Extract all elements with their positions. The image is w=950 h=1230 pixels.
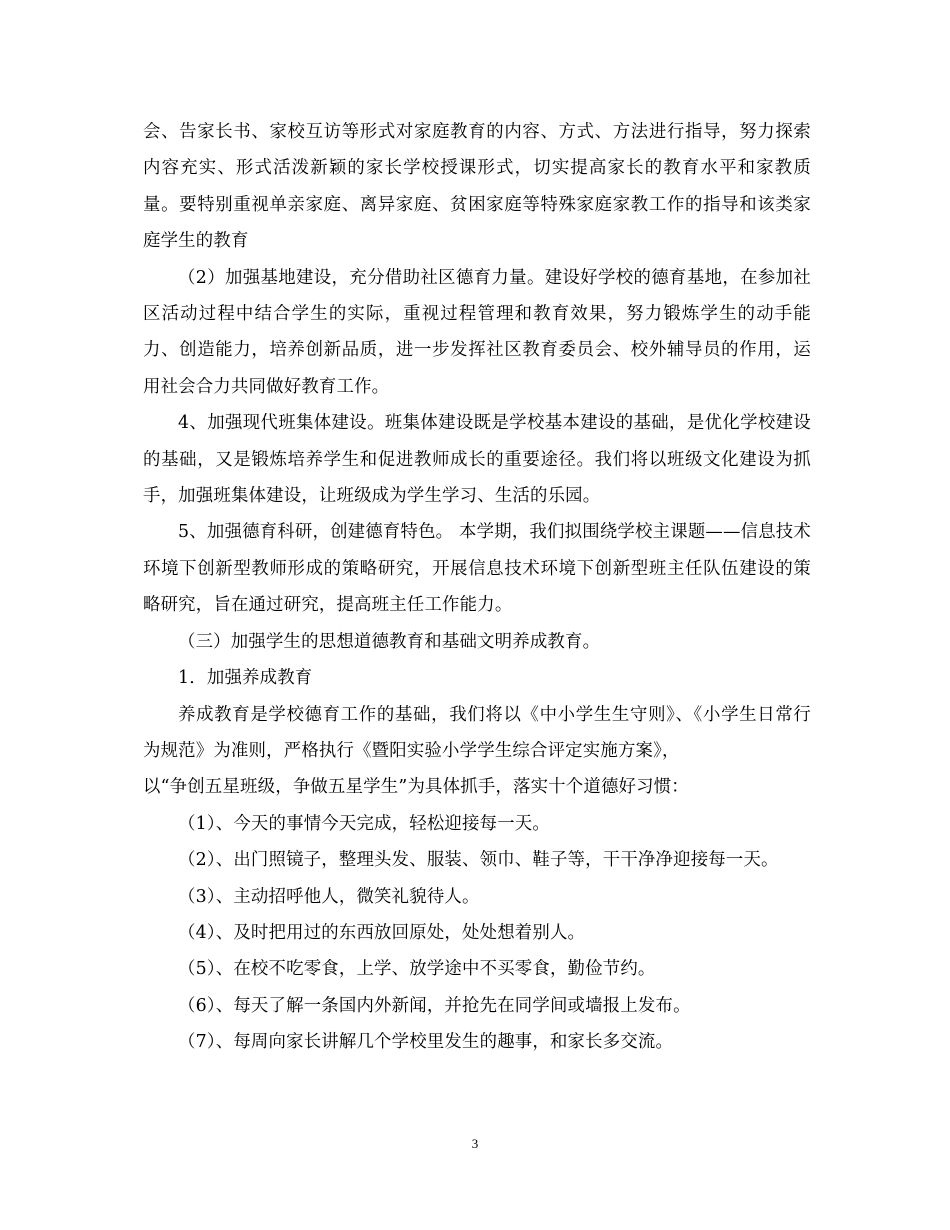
list-item-habit-2: （2）、出门照镜子，整理头发、服装、领巾、鞋子等，干干净净迎接每一天。 [178, 850, 779, 871]
list-item-habit-1: （1）、今天的事情今天完成，轻松迎接每一天。 [178, 813, 550, 834]
list-item-habit-5: （5）、在校不吃零食，上学、放学途中不买零食，勤俭节约。 [178, 959, 656, 980]
list-item-habit-3: （3）、主动招呼他人，微笑礼貌待人。 [178, 886, 480, 907]
paragraph-moral-research: 5、加强德育科研，创建德育特色。 本学期，我们拟围绕学校主课题——信息技术环境下创新型教师形成的策略研究，开展信息技术环境下创新型班主任队伍建设的策略研究，旨在通过研究，提高班主任工作能力。 [143, 522, 811, 616]
list-item-habit-4: （4）、及时把用过的东西放回原处，处处想着别人。 [178, 922, 586, 943]
subheading-habit-education: 1．加强养成教育 [178, 668, 313, 689]
paragraph-five-star: 以“争创五星班级，争做五星学生”为具体抓手，落实十个道德好习惯： [143, 777, 689, 798]
list-item-habit-7: （7）、每周向家长讲解几个学校里发生的趣事，和家长多交流。 [178, 1032, 674, 1053]
page-number: 3 [471, 1136, 479, 1151]
section-heading-moral-education: （三）加强学生的思想道德教育和基础文明养成教育。 [178, 631, 601, 652]
document-body [143, 114, 811, 1061]
list-item-habit-6: （6）、每天了解一条国内外新闻，并抢先在同学间或墙报上发布。 [178, 995, 691, 1016]
paragraph-family-education: 会、告家长书、家校互访等形式对家庭教育的内容、方式、方法进行指导，努力探索内容充实、形式活泼新颖的家长学校授课形式，切实提高家长的教育水平和家教质量。要特别重视单亲家庭、离异家庭、贫困家庭等特殊家庭家教工作的指导和该类家庭学生的教育 [143, 122, 811, 252]
paragraph-class-building: 4、加强现代班集体建设。班集体建设既是学校基本建设的基础，是优化学校建设的基础，又是锻炼培养学生和促进教师成长的重要途径。我们将以班级文化建设为抓手，加强班集体建设，让班级成为学生学习、生活的乐园。 [143, 413, 811, 507]
paragraph-habit-intro: 养成教育是学校德育工作的基础，我们将以《中小学生生守则》、《小学生日常行为规范》为准则，严格执行《暨阳实验小学学生综合评定实施方案》， [143, 704, 811, 761]
paragraph-base-construction: （2）加强基地建设，充分借助社区德育力量。建设好学校的德育基地，在参加社区活动过程中结合学生的实际，重视过程管理和教育效果，努力锻炼学生的动手能力、创造能力，培养创新品质，进一步发挥社区教育委员会、校外辅导员的作用，运用社会合力共同做好教育工作。 [143, 267, 811, 397]
